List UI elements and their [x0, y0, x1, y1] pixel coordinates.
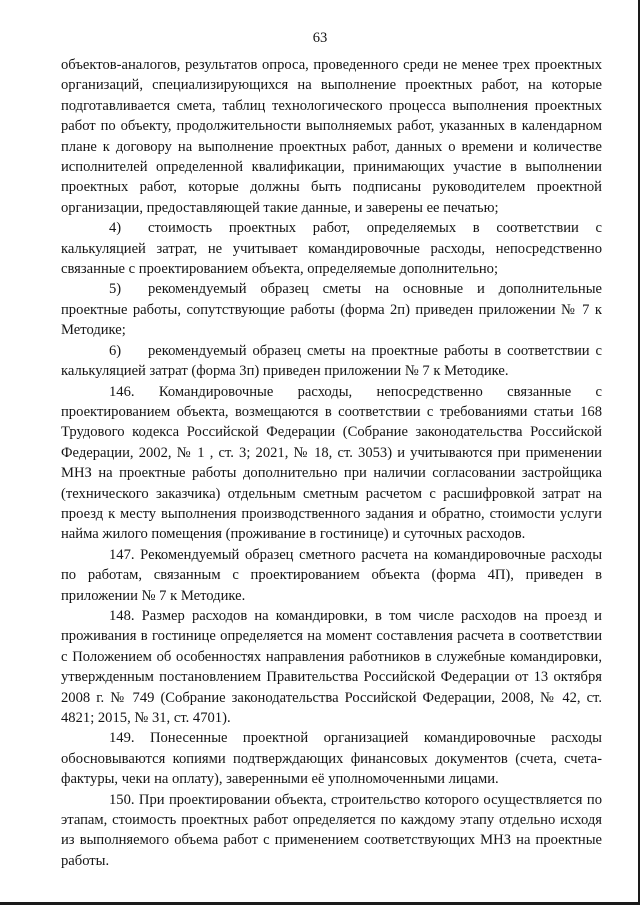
page-number: 63 [312, 30, 328, 46]
list-item-6 [61, 341, 602, 382]
list-item-number: 6) [109, 342, 122, 359]
paragraph-continuation: объектов-аналогов, результатов опроса, проведенного среди не менее трех проектных организаций, специализирующихся на выполнение проектных работ, на которые подготавливается смета, таблиц технологического процесса выполнения проектных работ по объекту, продолжительности выполняемых работ, указанных в календарном плане к договору на выполнение проектных работ, данных о времени и количестве исполнителей определенной квалификации, принимающих участие в выполнении проектных работ, которые должны быть подписаны руководителем проектной организации, предоставляющей такие данные, и заверены ее печатью; [61, 57, 602, 216]
body-text [61, 55, 602, 871]
clause-150: 150. При проектировании объекта, строительство которого осуществляется по этапам, стоимость проектных работ определяется по каждому этапу отдельно исходя из выполняемого объема работ с применением соответствующих МНЗ на проектные работы. [61, 791, 602, 869]
clause-149: 149. Понесенные проектной организацией командировочные расходы обосновываются копиями подтверждающих финансовых документов (счета, счета-фактуры, чеки на оплату), заверенными её уполномоченными лицами. [61, 730, 602, 788]
list-item-text: рекомендуемый образец сметы на основные и дополнительные проектные работы, сопутствующие работы (форма 2п) приведен приложении № 7 к Методике; [61, 281, 602, 339]
list-item-number: 4) [109, 220, 122, 237]
list-item-text: стоимость проектных работ, определяемых в соответствии с калькуляцией затрат, не учитывает командировочные расходы, непосредственно связанные с проектированием объекта, определяемые дополнительно; [61, 220, 602, 278]
clause-148: 148. Размер расходов на командировки, в том числе расходов на проезд и проживания в гостинице определяется на момент составления расчета в соответствии с Положением об особенностях направления работников в служебные командировки, утвержденным постановлением Правительства Российской Федерации от 13 октября 2008 г. № 749 (Собрание законодательства Российской Федерации, 2008, № 42, ст. 4821; 2015, № 31, ст. 4701). [61, 607, 602, 726]
list-item-5 [61, 279, 602, 340]
clause-146: 146. Командировочные расходы, непосредственно связанные с проектированием объекта, возмещаются в соответствии с требованиями статьи 168 Трудового кодекса Российской Федерации (Собрание законодательства Российской Федерации, 2002, № 1 , ст. 3; 2021, № 18, ст. 3053) и учитываются при применении МНЗ на проектные работы дополнительно при наличии согласовании застройщика (технического заказчика) отдельным сметным расчетом с расшифровкой затрат на проезд к месту выполнения производственного задания и обратно, стоимости услуги найма жилого помещения (проживание в гостинице) и суточных расходов. [61, 383, 602, 543]
clause-147: 147. Рекомендуемый образец сметного расчета на командировочные расходы по работам, связанным с проектированием объекта (форма 4П), приведен в приложении № 7 к Методике. [61, 546, 602, 604]
list-item-text: рекомендуемый образец сметы на проектные работы в соответствии с калькуляцией затрат (форма 3п) приведен приложении № 7 к Методике. [61, 342, 602, 380]
list-item-number: 5) [109, 281, 122, 298]
list-item-4 [61, 218, 602, 279]
